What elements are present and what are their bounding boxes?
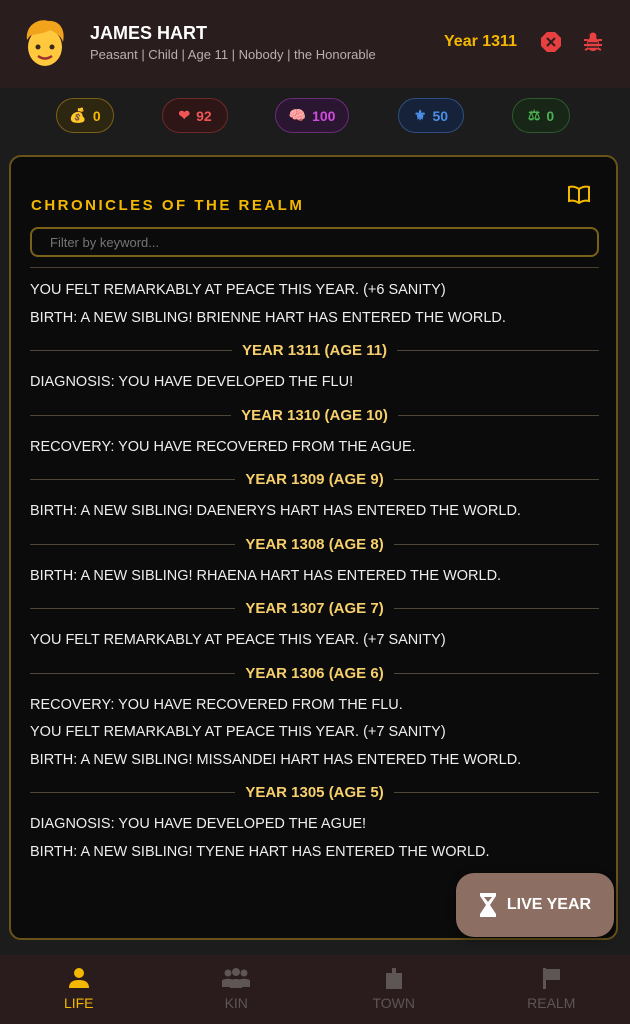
- divider-line: [398, 415, 599, 416]
- open-book-icon[interactable]: [567, 184, 591, 204]
- family-icon: [222, 967, 250, 989]
- current-year: Year 1311: [444, 33, 517, 50]
- chronicle-panel: [9, 155, 618, 940]
- divider-line: [394, 479, 599, 480]
- log-entry: YOU FELT REMARKABLY AT PEACE THIS YEAR. (+7 SANITY): [30, 724, 446, 740]
- stats-bar: [0, 98, 630, 134]
- log-entry: RECOVERY: YOU HAVE RECOVERED FROM THE FLU.: [30, 696, 403, 713]
- year-divider: [30, 774, 599, 811]
- nav-kin[interactable]: [158, 955, 316, 1024]
- log-entry: DIAGNOSIS: YOU HAVE DEVELOPED THE FLU!: [30, 374, 354, 390]
- log-entry: YOU FELT REMARKABLY AT PEACE THIS YEAR. (+6 SANITY): [30, 282, 446, 298]
- nav-kin-label: KIN: [224, 995, 248, 1011]
- character-header: [0, 0, 630, 88]
- nav-realm[interactable]: [473, 955, 630, 1024]
- chronicle-log[interactable]: [30, 277, 599, 866]
- divider: [30, 267, 599, 268]
- fleur-de-lis-icon: ⚜: [413, 107, 427, 123]
- nav-life-label: LIFE: [63, 995, 94, 1011]
- log-entry: BIRTH: A NEW SIBLING! BRIENNE HART HAS ENTERED THE WORLD.: [30, 309, 506, 326]
- scales-icon: ⚖: [527, 107, 541, 123]
- year-divider: [30, 397, 599, 434]
- money-bag-icon: 💰: [69, 107, 87, 123]
- divider-line: [30, 479, 235, 480]
- building-icon: [383, 967, 405, 989]
- filter-input[interactable]: [30, 227, 599, 257]
- log-entry: YOU FELT REMARKABLY AT PEACE THIS YEAR. (+7 SANITY): [30, 632, 446, 648]
- divider-line: [394, 544, 599, 545]
- character-subtitle: Peasant | Child | Age 11 | Nobody | the Honorable: [90, 47, 376, 62]
- year-heading: YEAR 1310 (AGE 10): [241, 406, 388, 424]
- year-divider: [30, 526, 599, 563]
- sanity-value: 100: [312, 107, 336, 124]
- wealth-value: 0: [92, 107, 101, 124]
- health-stat: [162, 98, 228, 133]
- log-entry: BIRTH: A NEW SIBLING! DAENERYS HART HAS ENTERED THE WORLD.: [30, 503, 521, 519]
- live-year-label: LIVE YEAR: [506, 896, 592, 913]
- log-entry: BIRTH: A NEW SIBLING! TYENE HART HAS ENTERED THE WORLD.: [30, 843, 490, 860]
- year-heading: YEAR 1306 (AGE 6): [245, 664, 384, 682]
- nav-town[interactable]: [315, 955, 473, 1024]
- nav-realm-label: REALM: [527, 995, 576, 1011]
- log-entry: DIAGNOSIS: YOU HAVE DEVELOPED THE AGUE!: [30, 816, 367, 832]
- avatar: [22, 18, 68, 68]
- log-entry: BIRTH: A NEW SIBLING! RHAENA HART HAS ENTERED THE WORLD.: [30, 567, 502, 584]
- year-divider: [30, 655, 599, 692]
- divider-line: [394, 608, 599, 609]
- honor-value: 50: [432, 107, 449, 124]
- live-year-button[interactable]: [456, 873, 614, 937]
- divider-line: [30, 792, 235, 793]
- log-entry: RECOVERY: YOU HAVE RECOVERED FROM THE AGUE.: [30, 438, 416, 455]
- year-heading: YEAR 1311 (AGE 11): [241, 342, 388, 359]
- nav-town-label: TOWN: [372, 995, 415, 1011]
- divider-line: [30, 673, 235, 674]
- brain-icon: 🧠: [288, 107, 307, 123]
- year-heading: YEAR 1307 (AGE 7): [245, 600, 384, 617]
- year-heading: YEAR 1305 (AGE 5): [245, 784, 384, 801]
- divider-line: [394, 673, 599, 674]
- character-name: JAMES HART: [90, 23, 208, 43]
- close-icon[interactable]: [540, 31, 562, 53]
- year-divider: [30, 590, 599, 627]
- heart-icon: ❤: [178, 107, 191, 123]
- divider-line: [30, 608, 235, 609]
- justice-value: 0: [546, 107, 555, 124]
- year-heading: YEAR 1309 (AGE 9): [245, 471, 384, 488]
- divider-line: [30, 350, 232, 351]
- year-divider: [30, 332, 599, 369]
- divider-line: [397, 350, 599, 351]
- flag-icon: [540, 967, 562, 989]
- honor-stat: [398, 98, 464, 133]
- hourglass-icon: [479, 892, 497, 918]
- sanity-stat: [275, 98, 349, 133]
- log-entry: BIRTH: A NEW SIBLING! MISSANDEI HART HAS ENTERED THE WORLD.: [30, 751, 522, 768]
- divider-line: [394, 792, 599, 793]
- divider-line: [30, 544, 235, 545]
- wealth-stat: [56, 98, 114, 133]
- divider-line: [30, 415, 231, 416]
- nav-life[interactable]: [0, 955, 158, 1024]
- health-value: 92: [196, 107, 212, 124]
- justice-stat: [512, 98, 570, 133]
- bottom-nav: [0, 955, 630, 1024]
- bug-icon[interactable]: [582, 31, 604, 53]
- year-divider: [30, 461, 599, 498]
- year-heading: YEAR 1308 (AGE 8): [245, 535, 384, 553]
- person-icon: [68, 967, 90, 989]
- chronicle-title: CHRONICLES OF THE REALM: [31, 197, 305, 214]
